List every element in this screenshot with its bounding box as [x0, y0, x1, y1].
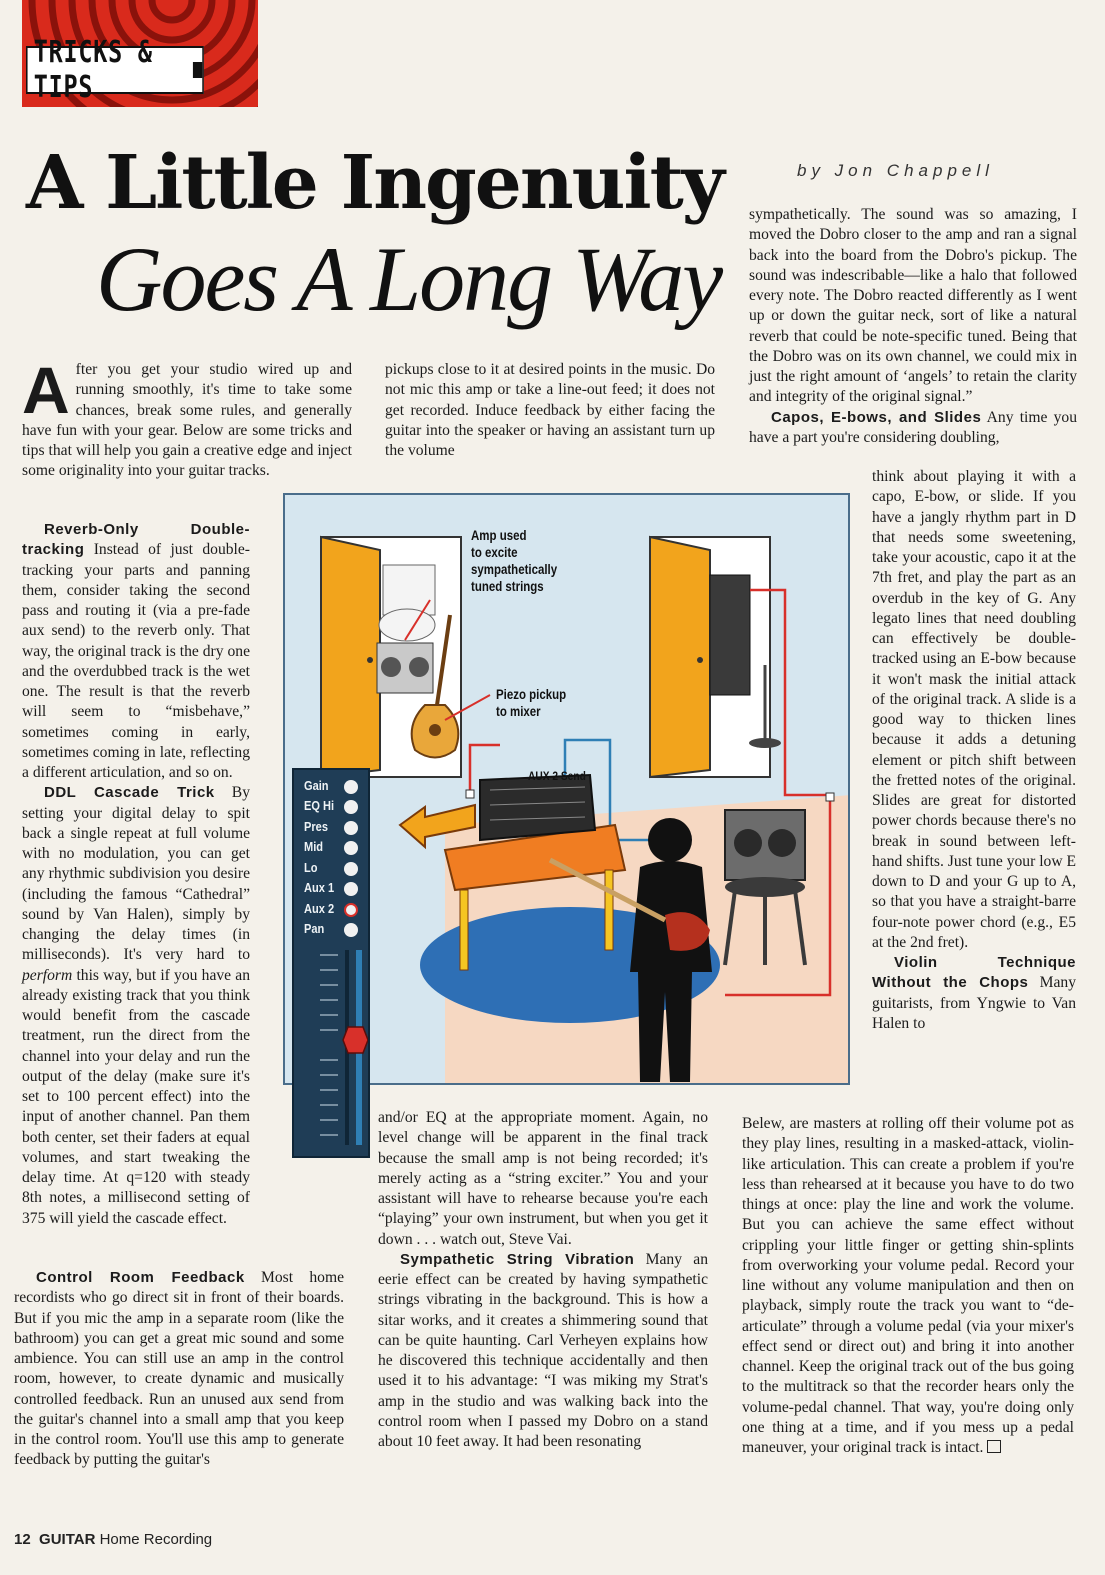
headline: A Little Ingenuity — [26, 140, 723, 226]
subheadline: Goes A Long Way — [96, 228, 722, 330]
feedback-conclusion: and/or EQ at the appropriate moment. Again, no level change will be apparent in the final track because the small amp is not being recorded; it's merely acting as a “string exciter.” You and your assistant will have to rehearse because you're each “playing” your own instrument, but when you get it down . . . watch out, Steve Vai. — [378, 1109, 708, 1248]
capos-paragraph-b: think about playing it with a capo, E-bow, or slide. If you have a jangly rhythm part in D that needs some sweetening, take your acoustic, capo it at the 7th fret, and play the part as an overdub in the key of G. Any legato lines that need doubling can effectively be double-tracked using an E-bow because it won't mask the initial attack of the original track. A slide is a good way to thicken lines because it adds a detuning element or pitch shift between the fretted notes of the original. Slides are great for distorted power chords because there's no break in sound between left-hand shifts. Just tune your low E down to D and your G up to A, so that you have a straight-barre four-note power chord (e.g., E5 at the 2nd fret). — [872, 468, 1077, 951]
sympathetic-heading: Sympathetic String Vibration — [400, 1250, 635, 1268]
right-door — [650, 537, 710, 777]
strip-label-gain: Gain — [304, 778, 329, 793]
aux2-knob — [344, 903, 358, 917]
page-number: 12 — [14, 1531, 31, 1548]
column-3-bottom — [742, 1114, 1074, 1458]
amp-stack — [710, 575, 750, 695]
gain-knob — [344, 780, 358, 794]
intro-paragraph: fter you get your studio wired up and running smoothly, it's time to take some chances, break some rules, and generally have fun with your gear. Below are some tricks and tips that will help you gain a creative edge and inject some originality into your guitar tracks. — [22, 361, 352, 480]
capos-paragraph-a: Any time you have a part you're considering doubling, — [749, 408, 1078, 446]
ddl-paragraph-b: this way, but if you have an already existing track that you think would benefit from the cascade treatment, run the direct from the channel into your delay and run the output of the delay (make sure it's set to 100 percent effect) into the input of another channel. Pan them both center, set their faders at equal volumes, and start tweaking the delay time. At q=120 with steady 8th notes, a millisecond setting of 375 will yield the cascade effect. — [22, 966, 250, 1227]
strip-label-aux2: Aux 2 — [304, 901, 335, 916]
strip-label-eq-hi: EQ Hi — [304, 798, 335, 813]
eq-hi-knob — [344, 800, 358, 814]
control-room-paragraph: Most home recordists who go direct sit in front of their boards. But if you mic the amp in a separate room (like the bathroom) you can get a great mic sound and some ambience. You can still use an amp in the control room, however, to create dynamic and musically controlled feedback. Run an unused aux send from the guitar's channel into a small amp that you keep in the control room. You'll use this amp to generate feedback by putting the guitar's — [14, 1269, 344, 1469]
capos-heading: Capos, E-bows, and Slides — [771, 408, 982, 426]
control-room-heading: Control Room Feedback — [36, 1269, 245, 1286]
end-mark-icon — [987, 1440, 1001, 1453]
dobro-quote: sympathetically. The sound was so amazing, I moved the Dobro closer to the amp and ran a signal back into the board from the Dobro's pickup. The sound was indescribable—like a halo that followed every note. The Dobro reacted differently as I went up or down the guitar neck, sort of like a natural reverb that could be note-specific tuned. Being that the Dobro was on its own channel, we could mix in just the right amount of ‘angels’ to retain the clarity and integrity of the original signal.” — [749, 206, 1077, 406]
toilet-tank — [383, 565, 435, 615]
reverb-heading: Reverb-Only Double-tracking — [22, 521, 250, 559]
column-1-bottom — [14, 1268, 344, 1471]
ddl-paragraph-a: By setting your digital delay to spit back a single repeat at full volume with no modulation, you can get any rhythmic subdivision you desire (including the famous “Cathedral” sound by Van Halen), simply by changing the delay times (in milliseconds). It's very hard to — [22, 784, 250, 964]
sympathetic-paragraph: Many an eerie effect can be created by having sympathetic strings vibrating in the background. This is how a sitar works, and it creates a shimmering sound that can be quite haunting. Carl Verheyen explains how he discovered this technique accidentally and then used it to his advantage: “I was miking my Strat's amp in the studio and was walking back into the control room when I passed my Dobro on a stand about 10 feet away. It had been resonating — [378, 1250, 708, 1450]
left-door — [321, 537, 380, 777]
feedback-continued: pickups close to it at desired points in the music. Do not mic this amp or take a line-out feed; it does not get recorded. Induce feedback by either facing the guitar into the speaker or having an assistant turn up the volume — [385, 361, 715, 459]
page-footer — [14, 1531, 212, 1548]
strip-label-pan: Pan — [304, 921, 325, 936]
fader-cap — [343, 1027, 368, 1053]
pres-knob — [344, 821, 358, 835]
amp-label: Amp used to excite sympathetically tuned strings — [471, 528, 558, 594]
ddl-emphasis: perform — [22, 966, 73, 984]
strip-label-pres: Pres — [304, 819, 328, 834]
section-badge-label: TRICKS & TIPS — [26, 46, 204, 94]
channel-strip — [292, 768, 370, 1158]
column-1-narrow — [22, 520, 250, 1229]
lo-knob — [344, 862, 358, 876]
column-2-top — [385, 360, 715, 461]
magazine-section: Home Recording — [99, 1531, 213, 1548]
badge-square-icon — [193, 62, 203, 78]
column-1-intro — [22, 353, 352, 482]
aux1-knob — [344, 882, 358, 896]
piezo-label: Piezo pickup to mixer — [496, 687, 567, 719]
column-3-narrow — [872, 467, 1076, 1034]
strip-label-mid: Mid — [304, 839, 324, 854]
magazine-name: GUITAR — [39, 1531, 96, 1548]
drop-cap: A — [22, 353, 70, 427]
section-badge — [22, 0, 258, 107]
column-2-bottom — [378, 1108, 708, 1452]
reverb-paragraph: Instead of just double-tracking your parts and panning them, consider taking the second pass and routing it (via a pre-fade aux send) to the reverb only. That way, the original track is the dry one and the overdubbed track is the wet one. The result is that the reverb will seem to “misbehave,” sometimes coming in early, sometimes coming in late, reflecting a different articulation, and so on. — [22, 541, 250, 781]
violin-paragraph-b: Belew, are masters at rolling off their volume pot as they play lines, resulting in a masked-attack, violin-like articulation. This can create a problem if you're less than rehearsed at it because you have to do two things at once: play the line and work the volume. But you can achieve the same effect without crippling your little finger or getting shin-splints from overworking your volume pedal. Record your line without any volume manipulation and then on playback, simply route the track you want to “de-articulate” through a volume pedal (via your mixer's effect send or direct out) and bring it into another channel. Keep the original track out of the bus going to the multitrack so that the recorder hears only the volume-pedal channel. That way, you're doing only one thing at a time, and if you mess up a pedal maneuver, your original track is intact. — [742, 1115, 1074, 1456]
strip-label-aux1: Aux 1 — [304, 880, 335, 895]
aux-send-label: AUX 2 Send — [528, 769, 586, 783]
violin-heading: Violin Technique Without the Chops — [872, 954, 1076, 992]
strip-label-lo: Lo — [304, 860, 318, 875]
violin-paragraph-a: Many guitarists, from Yngwie to Van Halen to — [872, 974, 1077, 1032]
ddl-heading: DDL Cascade Trick — [44, 784, 215, 802]
pan-knob — [344, 923, 358, 937]
mid-knob — [344, 841, 358, 855]
fader-track — [294, 945, 368, 1155]
byline: by Jon Chappell — [797, 161, 994, 180]
column-3-top — [749, 205, 1077, 448]
